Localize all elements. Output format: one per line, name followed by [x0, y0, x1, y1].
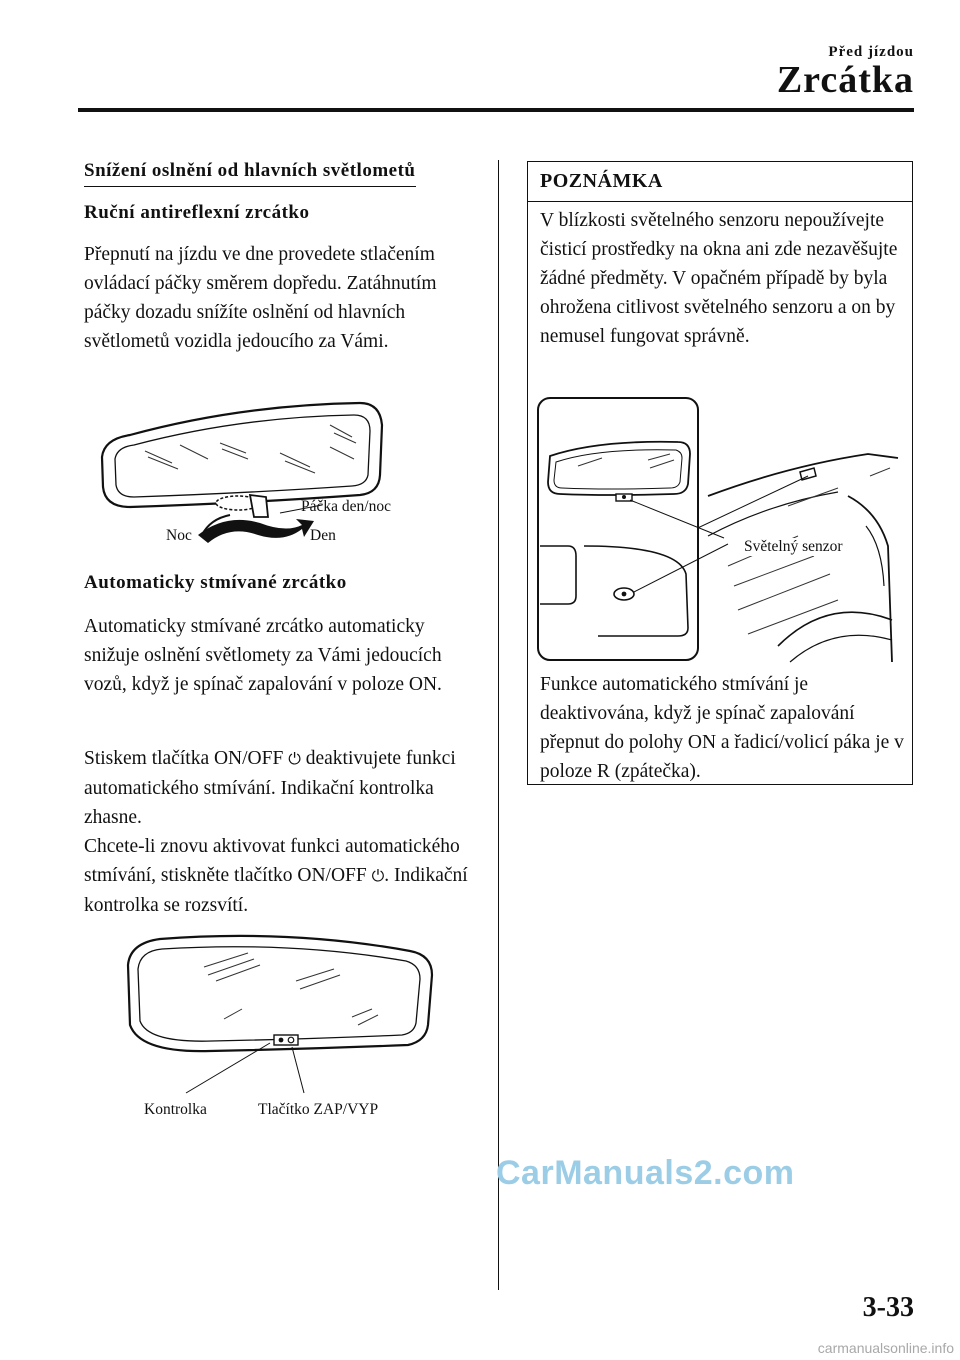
- power-icon: ⏻: [371, 868, 385, 885]
- auto-mirror-figure: [120, 925, 450, 1095]
- section-title: Zrcátka: [776, 59, 914, 101]
- manual-mirror-figure: [90, 395, 490, 565]
- auto-mirror-title: Automaticky stmívané zrcátko: [84, 572, 347, 593]
- button-label: Tlačítko ZAP/VYP: [258, 1101, 379, 1118]
- auto-mirror-text: Automaticky stmívané zrcátko automaticky snižuje oslnění světlomety za Vámi jedoucích vozů, když je spínač zapalování v poloze ON.: [84, 616, 442, 695]
- header-rule: [78, 108, 914, 112]
- deactivate-text: [84, 744, 476, 832]
- deactivate-text-b: deaktivujete funkci automatického stmívání. Indikační kontrolka zhasne.: [84, 748, 456, 828]
- page-number: 3-33: [862, 1292, 914, 1323]
- chapter-title: Před jízdou: [828, 44, 914, 60]
- lever-label: Páčka den/noc: [301, 498, 391, 515]
- indicator-label: Kontrolka: [144, 1101, 207, 1118]
- power-icon: ⏻: [288, 751, 301, 768]
- sensor-label: Světelný senzor: [744, 538, 843, 555]
- note-box: [527, 161, 913, 785]
- watermark-bottom: carmanualsonline.info: [817, 1340, 954, 1356]
- activate-text: [84, 832, 476, 920]
- subhead-glare-reduction: [84, 160, 476, 187]
- note-text-1: V blízkosti světelného senzoru nepoužívejte čisticí prostředky na okna ani zde nezavěšujte žádné předměty. V opačném případě by byla ohrožena citlivost světelného senzoru a on by nemusel fungovat správně.: [540, 210, 898, 347]
- activate-text-a: Chcete-li znovu aktivovat funkci automatického stmívání, stiskněte tlačítko ON/OFF: [84, 836, 460, 886]
- deactivate-text-a: Stiskem tlačítka ON/OFF: [84, 748, 284, 769]
- note-heading: POZNÁMKA: [528, 162, 912, 202]
- sensor-figure: [538, 396, 900, 662]
- note-text-2: Funkce automatického stmívání je deaktivována, když je spínač zapalování přepnut do polohy ON a řadicí/volicí páka je v poloze R (zpátečka).: [540, 674, 904, 782]
- night-label: Noc: [166, 527, 192, 544]
- watermark: CarManuals2.com: [496, 1154, 795, 1192]
- activate-text-b: . Indikační kontrolka se rozsvítí.: [84, 865, 468, 916]
- manual-mirror-text: Přepnutí na jízdu ve dne provedete stlačením ovládací páčky směrem dopředu. Zatáhnutím páčky dozadu snížíte oslnění od hlavních světlometů vozidla jedoucího za Vámi.: [84, 244, 437, 352]
- subhead: Snížení oslnění od hlavních světlometů: [84, 160, 416, 187]
- column-divider: [498, 160, 499, 1290]
- manual-mirror-title: Ruční antireflexní zrcátko: [84, 202, 310, 223]
- day-label: Den: [310, 527, 336, 544]
